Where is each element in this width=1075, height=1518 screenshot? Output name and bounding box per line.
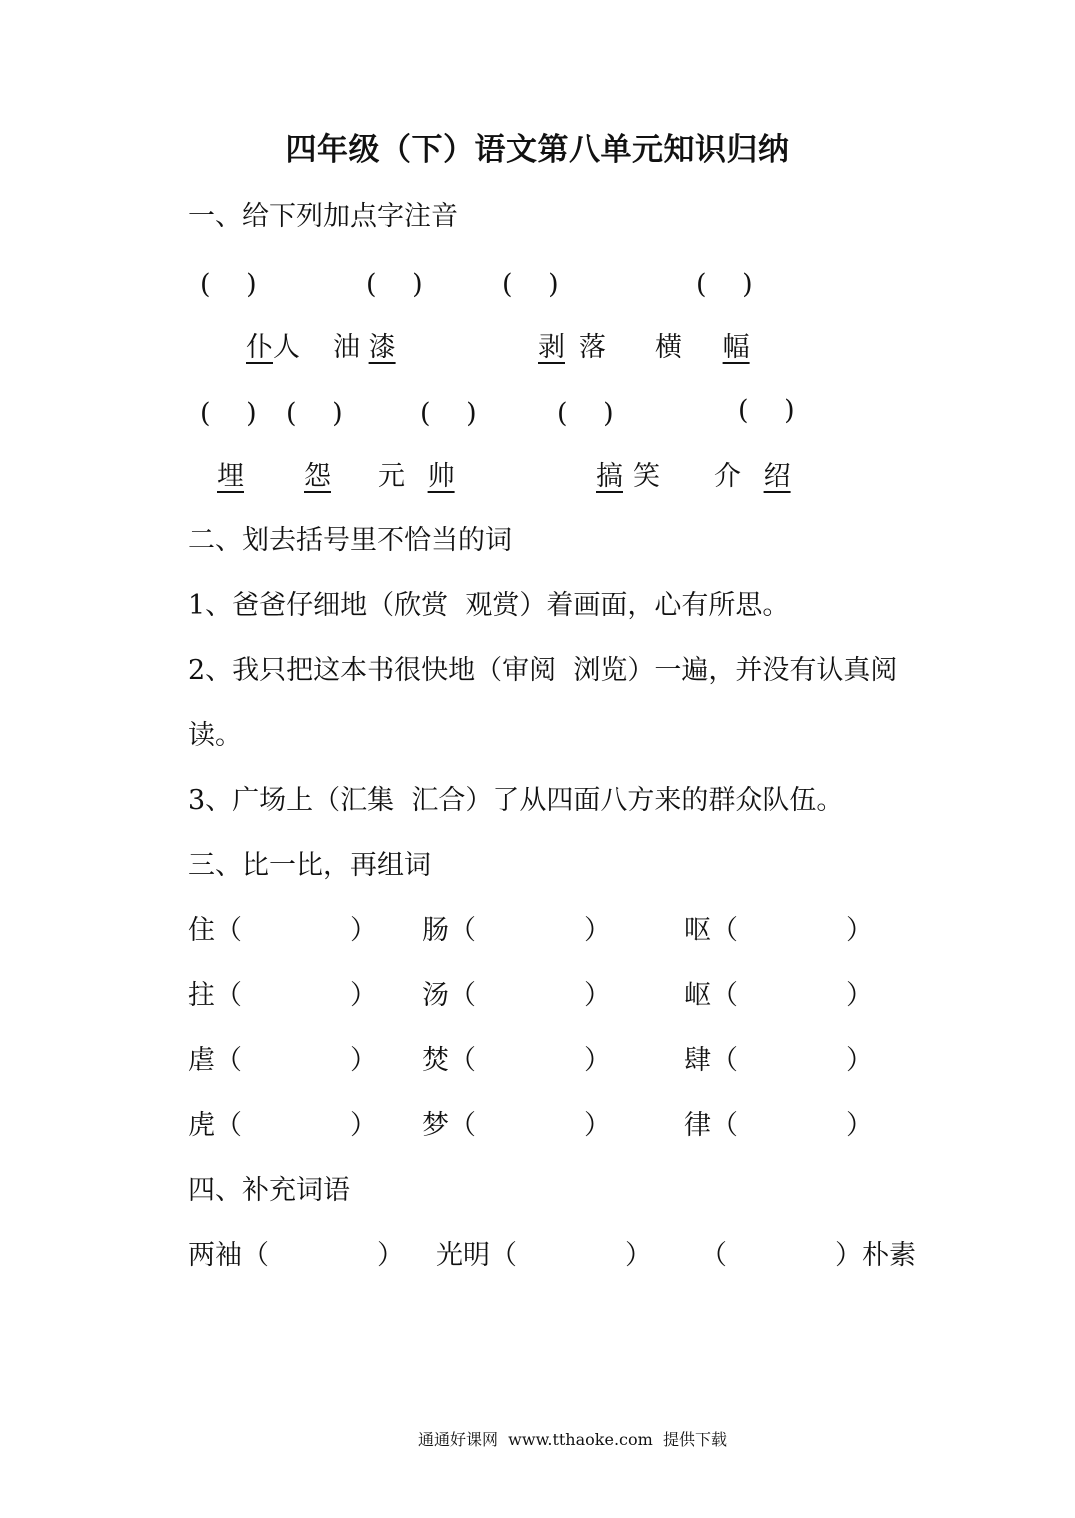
exercise-item: 1、爸爸仔细地（欣赏 观赏）着画面，心有所思。 — [188, 590, 790, 621]
pinyin-blank: ( ) — [286, 398, 343, 429]
compare-item: 虎（ ） — [188, 1110, 377, 1141]
exercise-item: 读。 — [188, 720, 242, 751]
word-item — [333, 334, 396, 361]
exercise-item: 3、广场上（汇集 汇合）了从四面八方来的群众队伍。 — [188, 785, 844, 816]
pinyin-blank: ( ) — [200, 398, 257, 429]
word-item — [596, 463, 660, 490]
compare-item: 岖（ ） — [684, 980, 873, 1011]
dotted-char: 剥 — [538, 332, 565, 363]
dotted-char: 绍 — [763, 461, 791, 492]
pinyin-blank: ( ) — [420, 398, 477, 429]
idiom-item: 两袖（ ） — [188, 1240, 404, 1271]
compare-item: 焚（ ） — [422, 1045, 611, 1076]
dotted-char: 漆 — [368, 332, 396, 363]
section-3-heading: 三、比一比，再组词 — [188, 850, 431, 881]
word-item — [538, 334, 606, 361]
section-4-heading: 四、补充词语 — [188, 1175, 350, 1206]
pinyin-blank: ( ) — [502, 269, 559, 300]
word-rest: 落 — [579, 332, 606, 363]
word-item — [304, 463, 331, 490]
word-item — [655, 334, 750, 361]
word-pre: 元 — [378, 461, 414, 492]
dotted-char: 埋 — [217, 461, 244, 492]
dotted-char: 搞 — [596, 461, 623, 492]
dotted-char: 怨 — [304, 461, 331, 492]
compare-item: 肆（ ） — [684, 1045, 873, 1076]
dotted-char: 帅 — [427, 461, 455, 492]
pinyin-blank: ( ) — [200, 269, 257, 300]
word-item — [378, 463, 455, 490]
word-pre: 油 — [333, 332, 369, 363]
page-footer: 通通好课网 www.tthaoke.com 提供下载 — [418, 1430, 727, 1449]
compare-item: 汤（ ） — [422, 980, 611, 1011]
compare-item: 住（ ） — [188, 915, 377, 946]
pinyin-blank: ( ) — [366, 269, 423, 300]
word-pre: 介 — [714, 461, 750, 492]
idiom-item: （ ）朴素 — [700, 1240, 916, 1271]
compare-item: 梦（ ） — [422, 1110, 611, 1141]
section-2-heading: 二、划去括号里不恰当的词 — [188, 525, 512, 556]
pinyin-blank: ( ) — [557, 398, 614, 429]
compare-item: 呕（ ） — [684, 915, 873, 946]
compare-item: 虐（ ） — [188, 1045, 377, 1076]
word-pre: 横 — [655, 332, 691, 363]
page-title: 四年级（下）语文第八单元知识归纳 — [285, 132, 790, 168]
word-rest: 笑 — [633, 461, 660, 492]
dotted-char: 仆 — [246, 332, 273, 363]
word-item — [246, 334, 300, 361]
idiom-item: 光明（ ） — [436, 1240, 652, 1271]
pinyin-blank: ( ) — [696, 269, 753, 300]
section-1-heading: 一、给下列加点字注音 — [188, 201, 458, 232]
word-item — [217, 463, 244, 490]
compare-item: 律（ ） — [684, 1110, 873, 1141]
word-item — [714, 463, 791, 490]
exercise-item: 2、我只把这本书很快地（审阅 浏览）一遍，并没有认真阅 — [188, 655, 898, 686]
word-rest: 人 — [273, 332, 300, 363]
dotted-char: 幅 — [722, 332, 750, 363]
pinyin-blank: ( ) — [738, 395, 795, 426]
compare-item: 拄（ ） — [188, 980, 377, 1011]
compare-item: 肠（ ） — [422, 915, 611, 946]
